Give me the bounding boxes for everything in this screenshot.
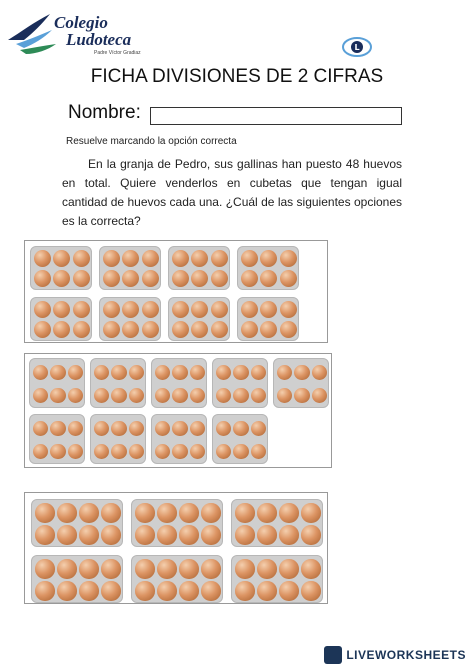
egg-icon — [216, 421, 231, 436]
egg-icon — [50, 444, 65, 459]
egg-icon — [53, 250, 70, 267]
egg-icon — [260, 250, 277, 267]
egg-icon — [122, 321, 139, 338]
egg-icon — [35, 525, 54, 544]
egg-icon — [142, 301, 159, 318]
egg-icon — [57, 581, 76, 600]
egg-icon — [73, 270, 90, 287]
egg-icon — [34, 301, 51, 318]
egg-icon — [179, 581, 198, 600]
egg-icon — [235, 559, 254, 578]
egg-icon — [135, 525, 154, 544]
egg-icon — [155, 388, 170, 403]
egg-icon — [172, 270, 189, 287]
egg-icon — [279, 525, 298, 544]
egg-icon — [233, 365, 248, 380]
egg-icon — [57, 525, 76, 544]
egg-icon — [211, 270, 228, 287]
egg-icon — [122, 301, 139, 318]
egg-icon — [294, 365, 309, 380]
egg-carton — [151, 358, 207, 408]
egg-icon — [277, 365, 292, 380]
egg-icon — [190, 388, 205, 403]
egg-icon — [157, 525, 176, 544]
problem-statement — [62, 155, 402, 231]
egg-icon — [201, 559, 220, 578]
egg-icon — [33, 388, 48, 403]
egg-icon — [129, 444, 144, 459]
egg-icon — [103, 321, 120, 338]
egg-icon — [35, 503, 54, 522]
egg-icon — [94, 444, 109, 459]
egg-carton — [168, 297, 230, 341]
egg-carton — [30, 246, 92, 290]
option-a[interactable] — [24, 240, 328, 343]
liveworksheets-logo-icon — [324, 646, 342, 664]
egg-icon — [172, 388, 187, 403]
egg-icon — [101, 559, 120, 578]
egg-icon — [135, 581, 154, 600]
egg-icon — [257, 525, 276, 544]
option-b[interactable] — [24, 353, 332, 468]
egg-icon — [53, 321, 70, 338]
egg-icon — [157, 559, 176, 578]
egg-icon — [35, 581, 54, 600]
egg-icon — [251, 388, 266, 403]
egg-carton — [168, 246, 230, 290]
egg-carton — [212, 358, 268, 408]
egg-icon — [157, 503, 176, 522]
egg-icon — [280, 270, 297, 287]
egg-carton — [90, 414, 146, 464]
egg-icon — [135, 559, 154, 578]
egg-carton — [131, 555, 223, 603]
egg-icon — [122, 270, 139, 287]
egg-icon — [251, 365, 266, 380]
egg-carton — [99, 246, 161, 290]
egg-carton — [212, 414, 268, 464]
egg-icon — [68, 444, 83, 459]
egg-icon — [201, 581, 220, 600]
egg-icon — [179, 559, 198, 578]
name-label: Nombre: — [68, 102, 141, 123]
egg-icon — [260, 270, 277, 287]
egg-icon — [79, 559, 98, 578]
egg-icon — [301, 559, 320, 578]
egg-icon — [312, 388, 327, 403]
egg-icon — [251, 421, 266, 436]
egg-icon — [190, 421, 205, 436]
egg-icon — [94, 421, 109, 436]
instruction-text: Resuelve marcando la opción correcta — [66, 136, 237, 147]
egg-icon — [155, 421, 170, 436]
egg-icon — [179, 525, 198, 544]
name-input[interactable] — [150, 107, 402, 125]
egg-icon — [101, 503, 120, 522]
brand-text: LIVEWORKSHEETS — [346, 648, 466, 662]
egg-icon — [279, 581, 298, 600]
egg-icon — [172, 301, 189, 318]
egg-icon — [57, 503, 76, 522]
egg-icon — [68, 365, 83, 380]
egg-carton — [273, 358, 329, 408]
egg-icon — [235, 581, 254, 600]
egg-carton — [29, 358, 85, 408]
egg-icon — [312, 365, 327, 380]
egg-icon — [279, 503, 298, 522]
egg-icon — [142, 321, 159, 338]
egg-icon — [233, 388, 248, 403]
egg-icon — [142, 270, 159, 287]
egg-icon — [241, 270, 258, 287]
egg-icon — [103, 250, 120, 267]
egg-icon — [157, 581, 176, 600]
egg-icon — [280, 250, 297, 267]
egg-icon — [101, 581, 120, 600]
egg-icon — [94, 388, 109, 403]
egg-icon — [103, 301, 120, 318]
egg-icon — [235, 503, 254, 522]
egg-icon — [33, 365, 48, 380]
egg-icon — [216, 365, 231, 380]
egg-icon — [257, 559, 276, 578]
egg-icon — [73, 321, 90, 338]
egg-icon — [172, 421, 187, 436]
liveworksheets-watermark — [324, 645, 466, 665]
egg-icon — [34, 250, 51, 267]
egg-icon — [211, 301, 228, 318]
egg-carton — [90, 358, 146, 408]
egg-icon — [34, 321, 51, 338]
egg-carton — [231, 555, 323, 603]
egg-icon — [53, 301, 70, 318]
egg-icon — [191, 250, 208, 267]
logo-line2: Ludoteca — [66, 30, 132, 49]
egg-icon — [50, 421, 65, 436]
egg-icon — [201, 503, 220, 522]
egg-icon — [155, 365, 170, 380]
egg-carton — [29, 414, 85, 464]
worksheet-title: FICHA DIVISIONES DE 2 CIFRAS — [90, 66, 384, 87]
egg-icon — [111, 421, 126, 436]
egg-icon — [211, 321, 228, 338]
egg-icon — [79, 503, 98, 522]
egg-icon — [172, 365, 187, 380]
egg-icon — [33, 444, 48, 459]
option-c[interactable] — [24, 492, 328, 604]
egg-icon — [241, 250, 258, 267]
egg-icon — [260, 321, 277, 338]
egg-icon — [301, 525, 320, 544]
egg-icon — [50, 365, 65, 380]
school-emblem-icon — [340, 36, 374, 58]
egg-icon — [172, 321, 189, 338]
problem-text: En la granja de Pedro, sus gallinas han puesto 48 huevos en total. Quiere venderlos en cubetas que tengan igual cantidad de huevos cada una. ¿Cuál de las siguientes opciones es la correcta? — [62, 157, 402, 228]
egg-icon — [260, 301, 277, 318]
egg-icon — [111, 444, 126, 459]
egg-icon — [172, 444, 187, 459]
egg-icon — [129, 365, 144, 380]
egg-icon — [73, 250, 90, 267]
egg-icon — [103, 270, 120, 287]
egg-icon — [179, 503, 198, 522]
egg-icon — [142, 250, 159, 267]
egg-carton — [237, 246, 299, 290]
egg-carton — [30, 297, 92, 341]
egg-icon — [216, 388, 231, 403]
egg-icon — [57, 559, 76, 578]
egg-icon — [68, 421, 83, 436]
logo-line1: Colegio — [54, 13, 108, 32]
egg-icon — [129, 388, 144, 403]
egg-icon — [129, 421, 144, 436]
egg-icon — [280, 301, 297, 318]
egg-icon — [233, 444, 248, 459]
egg-carton — [151, 414, 207, 464]
egg-icon — [301, 503, 320, 522]
egg-icon — [301, 581, 320, 600]
egg-icon — [277, 388, 292, 403]
logo-tagline: Padre Víctor Gradiaz — [94, 50, 141, 56]
egg-carton — [99, 297, 161, 341]
egg-carton — [31, 555, 123, 603]
egg-icon — [233, 421, 248, 436]
egg-icon — [53, 270, 70, 287]
egg-icon — [241, 301, 258, 318]
egg-icon — [68, 388, 83, 403]
egg-icon — [155, 444, 170, 459]
egg-icon — [279, 559, 298, 578]
egg-icon — [79, 525, 98, 544]
egg-icon — [216, 444, 231, 459]
egg-icon — [122, 250, 139, 267]
egg-icon — [190, 444, 205, 459]
svg-text:L: L — [354, 43, 360, 52]
egg-icon — [172, 250, 189, 267]
egg-icon — [191, 321, 208, 338]
egg-icon — [257, 581, 276, 600]
egg-carton — [237, 297, 299, 341]
egg-icon — [201, 525, 220, 544]
egg-carton — [31, 499, 123, 547]
egg-icon — [111, 388, 126, 403]
egg-icon — [111, 365, 126, 380]
egg-icon — [33, 421, 48, 436]
school-logo — [6, 10, 156, 66]
egg-carton — [131, 499, 223, 547]
egg-icon — [190, 365, 205, 380]
egg-icon — [135, 503, 154, 522]
egg-icon — [35, 559, 54, 578]
egg-icon — [94, 365, 109, 380]
egg-icon — [101, 525, 120, 544]
egg-icon — [235, 525, 254, 544]
egg-icon — [280, 321, 297, 338]
egg-icon — [211, 250, 228, 267]
egg-icon — [251, 444, 266, 459]
egg-icon — [79, 581, 98, 600]
egg-icon — [191, 301, 208, 318]
egg-icon — [73, 301, 90, 318]
egg-carton — [231, 499, 323, 547]
egg-icon — [191, 270, 208, 287]
egg-icon — [50, 388, 65, 403]
egg-icon — [257, 503, 276, 522]
egg-icon — [294, 388, 309, 403]
egg-icon — [34, 270, 51, 287]
egg-icon — [241, 321, 258, 338]
